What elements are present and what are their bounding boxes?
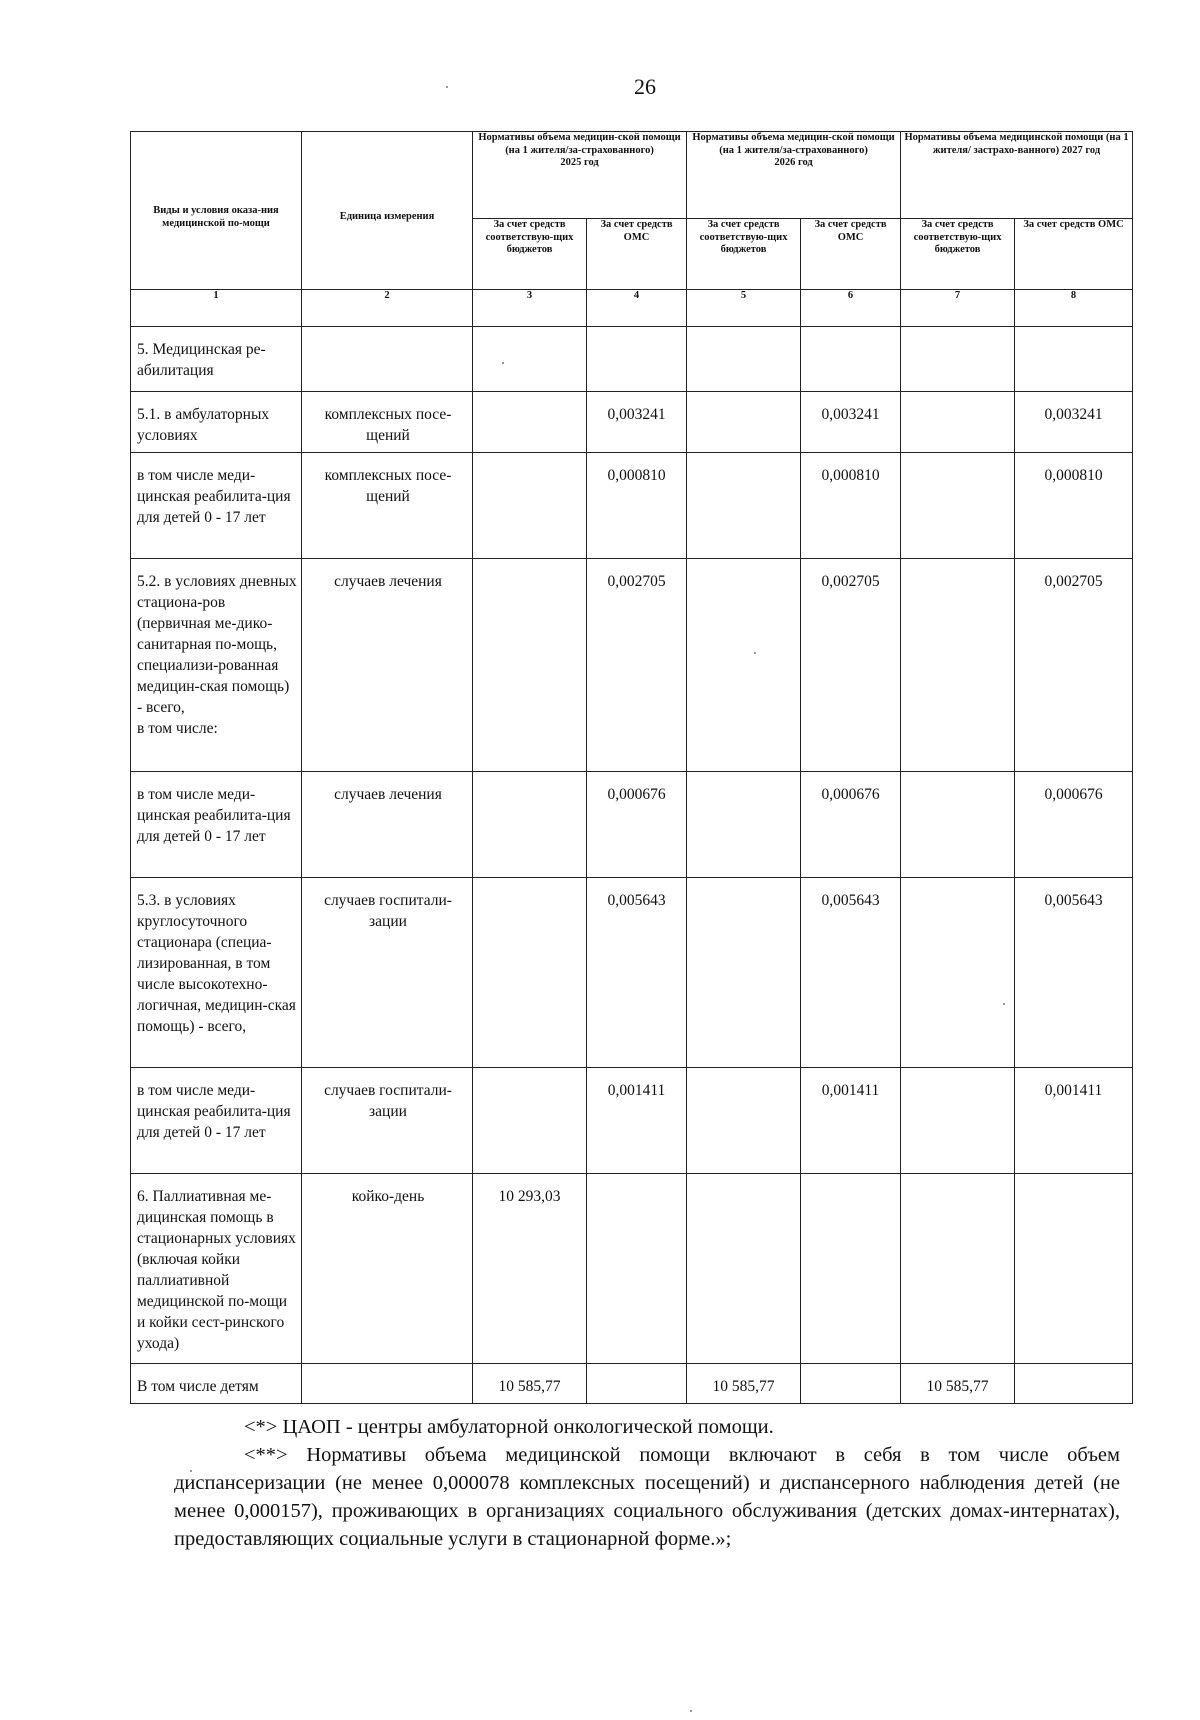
cell-budget-value	[473, 392, 587, 453]
column-number: 6	[801, 290, 901, 327]
cell-budget-value: 10 585,77	[687, 1364, 801, 1404]
row-unit	[302, 1364, 473, 1404]
cell-budget-value	[901, 453, 1015, 559]
cell-oms-value	[801, 327, 901, 392]
cell-oms-value	[1015, 327, 1133, 392]
cell-budget-value	[901, 327, 1015, 392]
cell-oms-value	[587, 327, 687, 392]
cell-oms-value: 0,000810	[587, 453, 687, 559]
cell-budget-value	[473, 878, 587, 1068]
cell-oms-value	[587, 1174, 687, 1364]
row-unit: койко-день	[302, 1174, 473, 1364]
cell-oms-value	[801, 1364, 901, 1404]
row-label: в том числе меди-цинская реабилита-ция для детей 0 - 17 лет	[131, 1068, 302, 1174]
scan-speck	[1003, 1003, 1005, 1005]
page-number: 26	[634, 74, 656, 99]
cell-oms-value: 0,000810	[1015, 453, 1133, 559]
table-row	[131, 327, 1133, 392]
column-number: 5	[687, 290, 801, 327]
header-group-2026	[687, 132, 901, 219]
cell-budget-value	[687, 453, 801, 559]
row-unit	[302, 327, 473, 392]
cell-budget-value: 10 585,77	[473, 1364, 587, 1404]
cell-budget-value	[473, 772, 587, 878]
cell-oms-value: 0,005643	[587, 878, 687, 1068]
scan-speck	[190, 1470, 192, 1472]
cell-budget-value	[687, 878, 801, 1068]
cell-oms-value: 0,000676	[587, 772, 687, 878]
cell-budget-value: 10 585,77	[901, 1364, 1015, 1404]
cell-oms-value: 0,000676	[1015, 772, 1133, 878]
cell-budget-value	[687, 1174, 801, 1364]
header-group-year: 2025 год	[560, 157, 599, 168]
table-row	[131, 1068, 1133, 1174]
subheader-budget: За счет средств соответствую-щих бюджетов	[901, 219, 1015, 290]
row-label: 5. Медицинская ре-абилитация	[131, 327, 302, 392]
header-group-2027	[901, 132, 1133, 219]
cell-budget-value	[901, 1068, 1015, 1174]
cell-oms-value: 0,005643	[801, 878, 901, 1068]
cell-budget-value	[473, 327, 587, 392]
row-unit: случаев лечения	[302, 559, 473, 772]
footnotes	[174, 1413, 1120, 1553]
header-group-2025	[473, 132, 687, 219]
header-group-title: Нормативы объема медицин-ской помощи (на 1 жителя/за-страхованного)	[692, 132, 895, 156]
scan-speck	[502, 362, 504, 364]
row-label: 5.2. в условиях дневных стациона-ров (первичная ме-дико-санитарная по-мощь, специализи-рованная медицин-ская помощь) - всего, в том числе:	[131, 559, 302, 772]
row-label: 5.1. в амбулаторных условиях	[131, 392, 302, 453]
cell-oms-value: 0,001411	[801, 1068, 901, 1174]
footnote-caop: <*> ЦАОП - центры амбулаторной онкологической помощи.	[244, 1416, 774, 1438]
cell-budget-value	[687, 327, 801, 392]
cell-budget-value	[473, 1068, 587, 1174]
cell-budget-value	[901, 392, 1015, 453]
column-number: 7	[901, 290, 1015, 327]
table-row	[131, 559, 1133, 772]
table-row	[131, 878, 1133, 1068]
row-label: 5.3. в условиях круглосуточного стационара (специа-лизированная, в том числе высокотехно-логичная, медицин-ская помощь) - всего,	[131, 878, 302, 1068]
cell-oms-value	[1015, 1364, 1133, 1404]
cell-budget-value	[901, 1174, 1015, 1364]
table-body	[131, 327, 1133, 1404]
footnote-norms: <**> Нормативы объема медицинской помощи включают в себя в том числе объем диспансеризации (не менее 0,000078 комплексных посещений) и диспансерного наблюдения детей (не менее 0,000157), проживающих в организациях социального обслуживания (детских домах-интернатах), предоставляющих социальные услуги в стационарной форме.»;	[174, 1444, 1120, 1550]
cell-budget-value	[687, 559, 801, 772]
cell-oms-value: 0,002705	[801, 559, 901, 772]
cell-oms-value	[801, 1174, 901, 1364]
subheader-oms: За счет средств ОМС	[587, 219, 687, 290]
cell-oms-value: 0,001411	[1015, 1068, 1133, 1174]
column-number: 8	[1015, 290, 1133, 327]
row-label: в том числе меди-цинская реабилита-ция для детей 0 - 17 лет	[131, 453, 302, 559]
table-row	[131, 1364, 1133, 1404]
scan-speck	[754, 652, 756, 654]
row-label: В том числе детям	[131, 1364, 302, 1404]
cell-oms-value: 0,005643	[1015, 878, 1133, 1068]
column-number: 2	[302, 290, 473, 327]
cell-oms-value	[587, 1364, 687, 1404]
cell-oms-value: 0,000810	[801, 453, 901, 559]
cell-budget-value	[901, 878, 1015, 1068]
cell-budget-value	[687, 392, 801, 453]
norms-table	[130, 131, 1133, 1404]
cell-oms-value: 0,002705	[587, 559, 687, 772]
cell-budget-value	[687, 1068, 801, 1174]
header-group-year: 2026 год	[774, 157, 813, 168]
column-number: 3	[473, 290, 587, 327]
row-unit: комплексных посе-щений	[302, 392, 473, 453]
cell-budget-value: 10 293,03	[473, 1174, 587, 1364]
cell-oms-value: 0,001411	[587, 1068, 687, 1174]
row-unit: случаев госпитали-зации	[302, 878, 473, 1068]
header-types-of-care: Виды и условия оказа-ния медицинской по-мощи	[131, 132, 302, 290]
row-label: 6. Паллиативная ме-дицинская помощь в стационарных условиях (включая койки паллиативной медицинской по-мощи и койки сест-ринского ухода)	[131, 1174, 302, 1364]
table-row	[131, 453, 1133, 559]
table-row	[131, 1174, 1133, 1364]
cell-budget-value	[473, 559, 587, 772]
cell-oms-value: 0,002705	[1015, 559, 1133, 772]
header-group-title: Нормативы объема медицин-ской помощи (на 1 жителя/за-страхованного)	[478, 132, 681, 156]
row-unit: случаев госпитали-зации	[302, 1068, 473, 1174]
subheader-oms: За счет средств ОМС	[1015, 219, 1133, 290]
scan-speck	[690, 1710, 692, 1712]
cell-budget-value	[687, 772, 801, 878]
row-unit: комплексных посе-щений	[302, 453, 473, 559]
row-label: в том числе меди-цинская реабилита-ция для детей 0 - 17 лет	[131, 772, 302, 878]
cell-oms-value: 0,003241	[587, 392, 687, 453]
header-unit: Единица измерения	[302, 132, 473, 290]
row-unit: случаев лечения	[302, 772, 473, 878]
column-number: 4	[587, 290, 687, 327]
subheader-budget: За счет средств соответствую-щих бюджетов	[687, 219, 801, 290]
header-group-title: Нормативы объема медицинской помощи (на 1 жителя/ застрахо-ванного) 2027 год	[904, 132, 1129, 156]
subheader-oms: За счет средств ОМС	[801, 219, 901, 290]
cell-oms-value: 0,000676	[801, 772, 901, 878]
scan-speck	[446, 86, 448, 88]
cell-oms-value: 0,003241	[801, 392, 901, 453]
cell-budget-value	[473, 453, 587, 559]
cell-budget-value	[901, 559, 1015, 772]
column-number: 1	[131, 290, 302, 327]
cell-oms-value	[1015, 1174, 1133, 1364]
cell-budget-value	[901, 772, 1015, 878]
subheader-budget: За счет средств соответствую-щих бюджетов	[473, 219, 587, 290]
table-row	[131, 772, 1133, 878]
table-row	[131, 392, 1133, 453]
cell-oms-value: 0,003241	[1015, 392, 1133, 453]
